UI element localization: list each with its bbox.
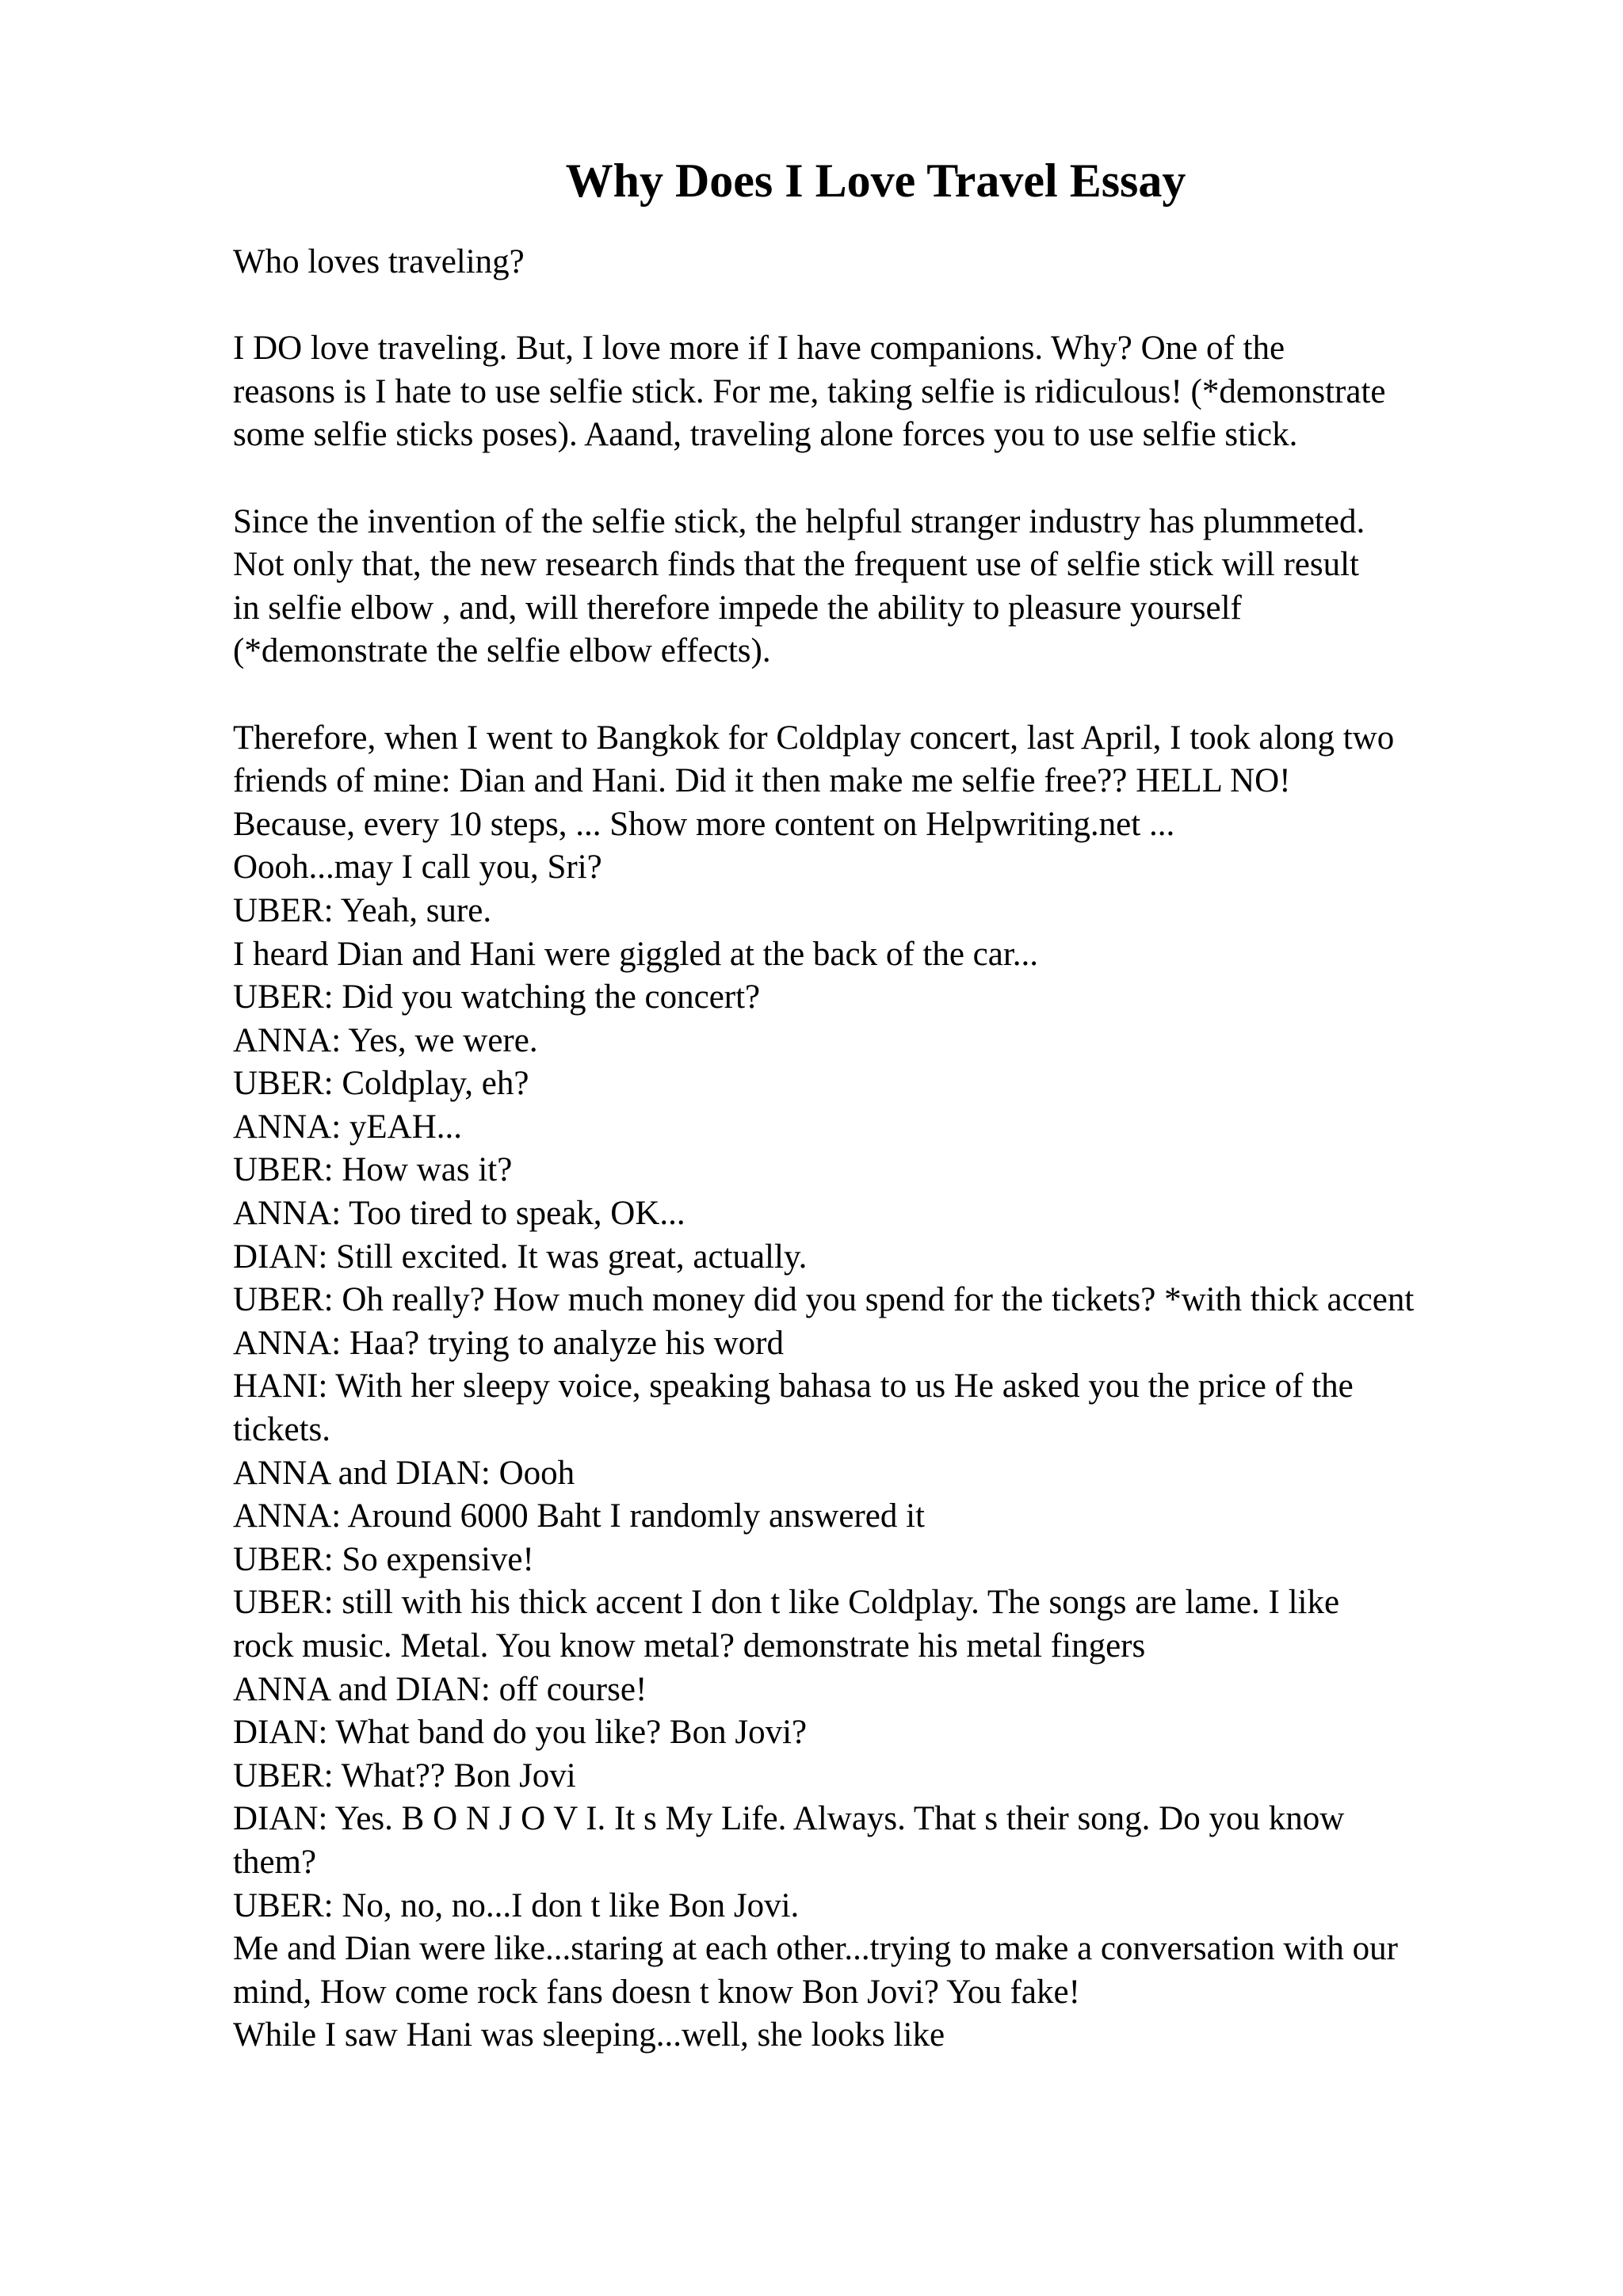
text-line: UBER: What?? Bon Jovi	[233, 1756, 576, 1794]
text-line: DIAN: What band do you like? Bon Jovi?	[233, 1714, 808, 1752]
text-line: DIAN: Yes. B O N J O V I. It s My Life. Always. That s their song. Do you know	[233, 1800, 1345, 1838]
document-title: Why Does I Love Travel Essay	[565, 154, 1186, 207]
text-line: ANNA: Too tired to speak, OK...	[233, 1195, 685, 1233]
text-line: ANNA: yEAH...	[233, 1108, 463, 1146]
essay-body	[233, 241, 1533, 2058]
text-line: friends of mine: Dian and Hani. Did it then make me selfie free?? HELL NO!	[233, 762, 1291, 800]
paragraph-gap	[233, 673, 1533, 717]
text-line: them?	[233, 1843, 317, 1881]
text-line: Me and Dian were like...staring at each other...trying to make a conversation with our	[233, 1930, 1398, 1968]
text-line: While I saw Hani was sleeping...well, she looks like	[233, 2016, 945, 2054]
text-line: in selfie elbow , and, will therefore impede the ability to pleasure yourself	[233, 589, 1242, 627]
text-line: ANNA: Around 6000 Baht I randomly answered it	[233, 1497, 925, 1535]
text-line: UBER: Did you watching the concert?	[233, 978, 761, 1016]
text-line: Therefore, when I went to Bangkok for Coldplay concert, last April, I took along two	[233, 719, 1395, 757]
text-line: rock music. Metal. You know metal? demonstrate his metal fingers	[233, 1627, 1146, 1665]
text-line: tickets.	[233, 1411, 330, 1449]
text-line: some selfie sticks poses). Aaand, traveling alone forces you to use selfie stick.	[233, 416, 1298, 454]
text-line: UBER: Oh really? How much money did you spend for the tickets? *with thick accent	[233, 1281, 1415, 1319]
text-line: Oooh...may I call you, Sri?	[233, 849, 602, 887]
paragraph-2	[233, 501, 1533, 673]
text-line: ANNA: Haa? trying to analyze his word	[233, 1324, 784, 1362]
text-line: UBER: So expensive!	[233, 1540, 534, 1578]
text-line: mind, How come rock fans doesn t know Bon Jovi? You fake!	[233, 1973, 1080, 2011]
text-line: ANNA and DIAN: Oooh	[233, 1454, 575, 1492]
text-line: Because, every 10 steps, ... Show more content on Helpwriting.net ...	[233, 805, 1175, 843]
text-line: UBER: How was it?	[233, 1151, 513, 1189]
paragraph-gap	[233, 457, 1533, 501]
text-line: Since the invention of the selfie stick, the helpful stranger industry has plummeted.	[233, 502, 1365, 540]
text-line: HANI: With her sleepy voice, speaking bahasa to us He asked you the price of the	[233, 1367, 1354, 1405]
paragraph-3	[233, 717, 1533, 2058]
text-line: UBER: No, no, no...I don t like Bon Jovi.	[233, 1886, 800, 1924]
text-line: UBER: Coldplay, eh?	[233, 1065, 529, 1103]
text-line: I DO love traveling. But, I love more if I have companions. Why? One of the	[233, 330, 1285, 368]
text-line: UBER: Yeah, sure.	[233, 891, 492, 929]
text-line: (*demonstrate the selfie elbow effects).	[233, 632, 771, 670]
text-line: ANNA: Yes, we were.	[233, 1021, 538, 1059]
text-line: ANNA and DIAN: off course!	[233, 1670, 647, 1708]
text-line: Not only that, the new research finds that the frequent use of selfie stick will result	[233, 546, 1359, 584]
text-line: DIAN: Still excited. It was great, actually.	[233, 1238, 808, 1276]
paragraph-1	[233, 327, 1533, 457]
intro-question: Who loves traveling?	[233, 243, 525, 280]
paragraph-gap	[233, 284, 1533, 328]
text-line: I heard Dian and Hani were giggled at the back of the car...	[233, 935, 1039, 973]
text-line: UBER: still with his thick accent I don t like Coldplay. The songs are lame. I like	[233, 1584, 1340, 1622]
text-line: reasons is I hate to use selfie stick. For me, taking selfie is ridiculous! (*demonstrate	[233, 372, 1386, 410]
